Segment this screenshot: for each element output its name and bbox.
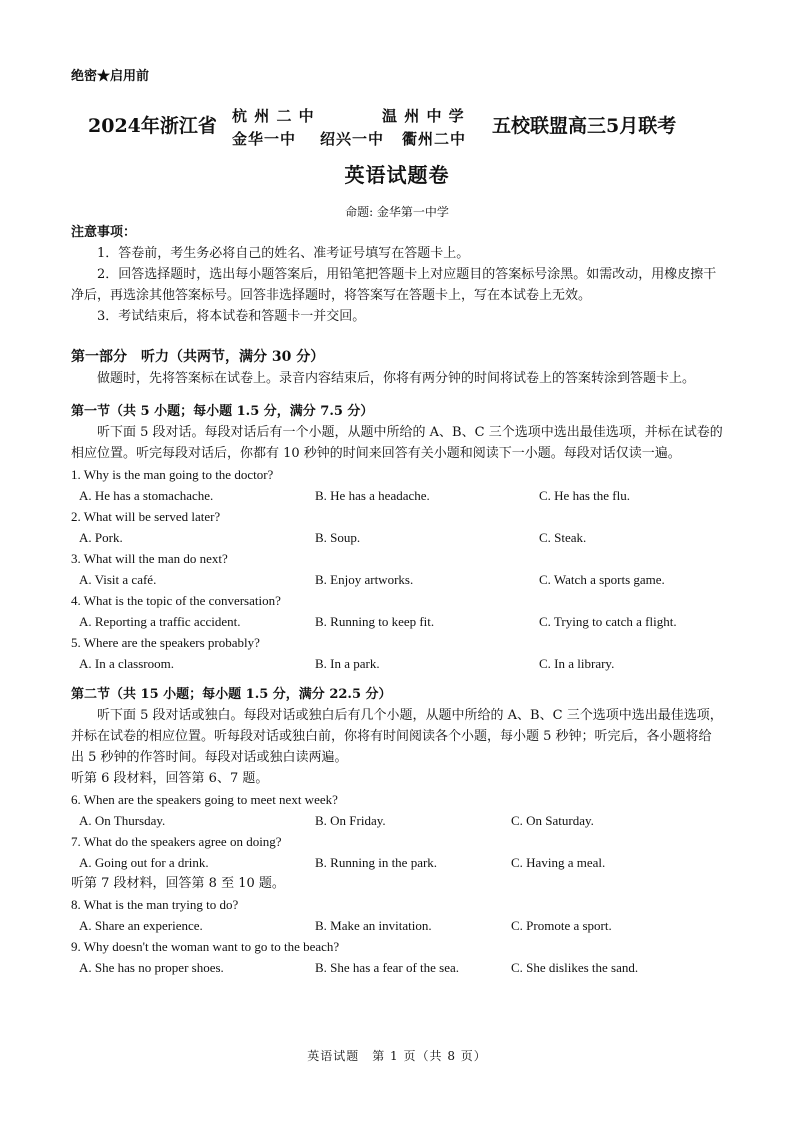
option-a: A. She has no proper shoes. xyxy=(79,960,224,975)
section2-intro: 听下面 5 段对话或独白。每段对话或独白后有几个小题，从题中所给的 A、B、C 三个选项中选出最佳选项，并标在试卷的相应位置。听每段对话或独白前，你将有时间阅读各个小题，每小题 5 秒钟；听完后，各小题将给出 5 秒钟的作答时间。每段对话或独白读两遍。 xyxy=(71,708,723,765)
question-text: 9. Why doesn't the woman want to go to the beach? xyxy=(71,939,340,954)
option-a: A. He has a stomachache. xyxy=(79,488,214,503)
options-row xyxy=(71,527,723,548)
options-row xyxy=(71,569,723,590)
option-b: B. Make an invitation. xyxy=(315,918,432,933)
option-c: C. Promote a sport. xyxy=(511,918,612,933)
question-3 xyxy=(71,548,723,590)
school-jinhua-1: 金华一中 xyxy=(232,130,297,148)
option-c: C. Trying to catch a flight. xyxy=(539,614,677,629)
option-c: C. She dislikes the sand. xyxy=(511,960,639,975)
option-a: A. In a classroom. xyxy=(79,656,174,671)
note-item-2: 2．回答选择题时，选出每小题答案后，用铅笔把答题卡上对应题目的答案标号涂黑。如需改动，用橡皮擦干净后，再选涂其他答案标号。回答非选择题时，将答案写在答题卡上，写在本试卷上无效。 xyxy=(71,267,717,303)
option-c: C. Having a meal. xyxy=(511,855,606,870)
question-text: 4. What is the topic of the conversation? xyxy=(71,593,281,608)
option-c: C. On Saturday. xyxy=(511,813,594,828)
options-row xyxy=(71,810,723,831)
question-text: 6. When are the speakers going to meet next week? xyxy=(71,792,338,807)
option-a: A. Share an experience. xyxy=(79,918,203,933)
exam-name: 五校联盟高三5月联考 xyxy=(492,115,677,137)
school-wenzhou: 温 州 中 学 xyxy=(382,107,465,125)
option-b: B. She has a fear of the sea. xyxy=(315,960,460,975)
question-9 xyxy=(71,936,723,978)
question-2 xyxy=(71,506,723,548)
options-row xyxy=(71,852,723,873)
page-content xyxy=(71,222,723,978)
option-a: A. Reporting a traffic accident. xyxy=(79,614,241,629)
material-6-label: 听第 6 段材料，回答第 6、7 题。 xyxy=(71,771,269,786)
notes-title: 注意事项： xyxy=(71,225,137,240)
option-b: B. Enjoy artworks. xyxy=(315,572,414,587)
page-footer: 英语试题 第 1 页（共 8 页） xyxy=(307,1049,487,1063)
section1-title: 第一节（共 5 小题；每小题 1.5 分，满分 7.5 分） xyxy=(71,404,374,419)
school-shaoxing-1: 绍兴一中 xyxy=(320,130,385,148)
exam-title xyxy=(88,102,728,148)
material-7-label: 听第 7 段材料，回答第 8 至 10 题。 xyxy=(71,876,285,891)
question-4 xyxy=(71,590,723,632)
school-quzhou-2: 衢州二中 xyxy=(402,130,467,148)
part1-title: 第一部分 听力（共两节，满分 30 分） xyxy=(71,349,325,365)
option-b: B. On Friday. xyxy=(315,813,386,828)
option-b: B. He has a headache. xyxy=(315,488,430,503)
question-text: 5. Where are the speakers probably? xyxy=(71,635,260,650)
question-text: 7. What do the speakers agree on doing? xyxy=(71,834,282,849)
options-row xyxy=(71,653,723,674)
option-c: C. Watch a sports game. xyxy=(539,572,665,587)
section1-intro: 听下面 5 段对话。每段对话后有一个小题，从题中所给的 A、B、C 三个选项中选出最佳选项，并标在试卷的相应位置。听完每段对话后，你都有 10 秒钟的时间来回答有关小题和阅读下一小题。每段对话仅读一遍。 xyxy=(71,425,723,461)
question-6 xyxy=(71,789,723,831)
option-a: A. Visit a café. xyxy=(79,572,157,587)
option-a: A. On Thursday. xyxy=(79,813,166,828)
subject-title: 英语试题卷 xyxy=(344,163,450,187)
options-row xyxy=(71,957,723,978)
part1-intro: 做题时，先将答案标在试卷上。录音内容结束后，你将有两分钟的时间将试卷上的答案转涂到答题卡上。 xyxy=(97,371,696,386)
question-8 xyxy=(71,894,723,936)
question-text: 2. What will be served later? xyxy=(71,509,221,524)
option-c: C. In a library. xyxy=(539,656,615,671)
question-7 xyxy=(71,831,723,873)
question-1 xyxy=(71,464,723,506)
confidential-label: 绝密★启用前 xyxy=(71,69,150,84)
option-a: A. Pork. xyxy=(79,530,123,545)
exam-setter: 命题: 金华第一中学 xyxy=(345,205,449,219)
options-row xyxy=(71,915,723,936)
options-row xyxy=(71,611,723,632)
question-5 xyxy=(71,632,723,674)
option-b: B. Running in the park. xyxy=(315,855,438,870)
question-text: 8. What is the man trying to do? xyxy=(71,897,239,912)
option-c: C. He has the flu. xyxy=(539,488,630,503)
section2-title: 第二节（共 15 小题；每小题 1.5 分，满分 22.5 分） xyxy=(71,687,392,702)
question-text: 3. What will the man do next? xyxy=(71,551,228,566)
option-a: A. Going out for a drink. xyxy=(79,855,209,870)
note-item-1: 1．答卷前，考生务必将自己的姓名、准考证号填写在答题卡上。 xyxy=(97,246,470,261)
options-row xyxy=(71,485,723,506)
option-b: B. Running to keep fit. xyxy=(315,614,435,629)
school-hangzhou-2: 杭 州 二 中 xyxy=(232,107,315,125)
option-b: B. Soup. xyxy=(315,530,361,545)
year-province: 2024年浙江省 xyxy=(88,115,217,137)
note-item-3: 3．考试结束后，将本试卷和答题卡一并交回。 xyxy=(97,309,366,324)
question-text: 1. Why is the man going to the doctor? xyxy=(71,467,274,482)
option-b: B. In a park. xyxy=(315,656,380,671)
option-c: C. Steak. xyxy=(539,530,587,545)
